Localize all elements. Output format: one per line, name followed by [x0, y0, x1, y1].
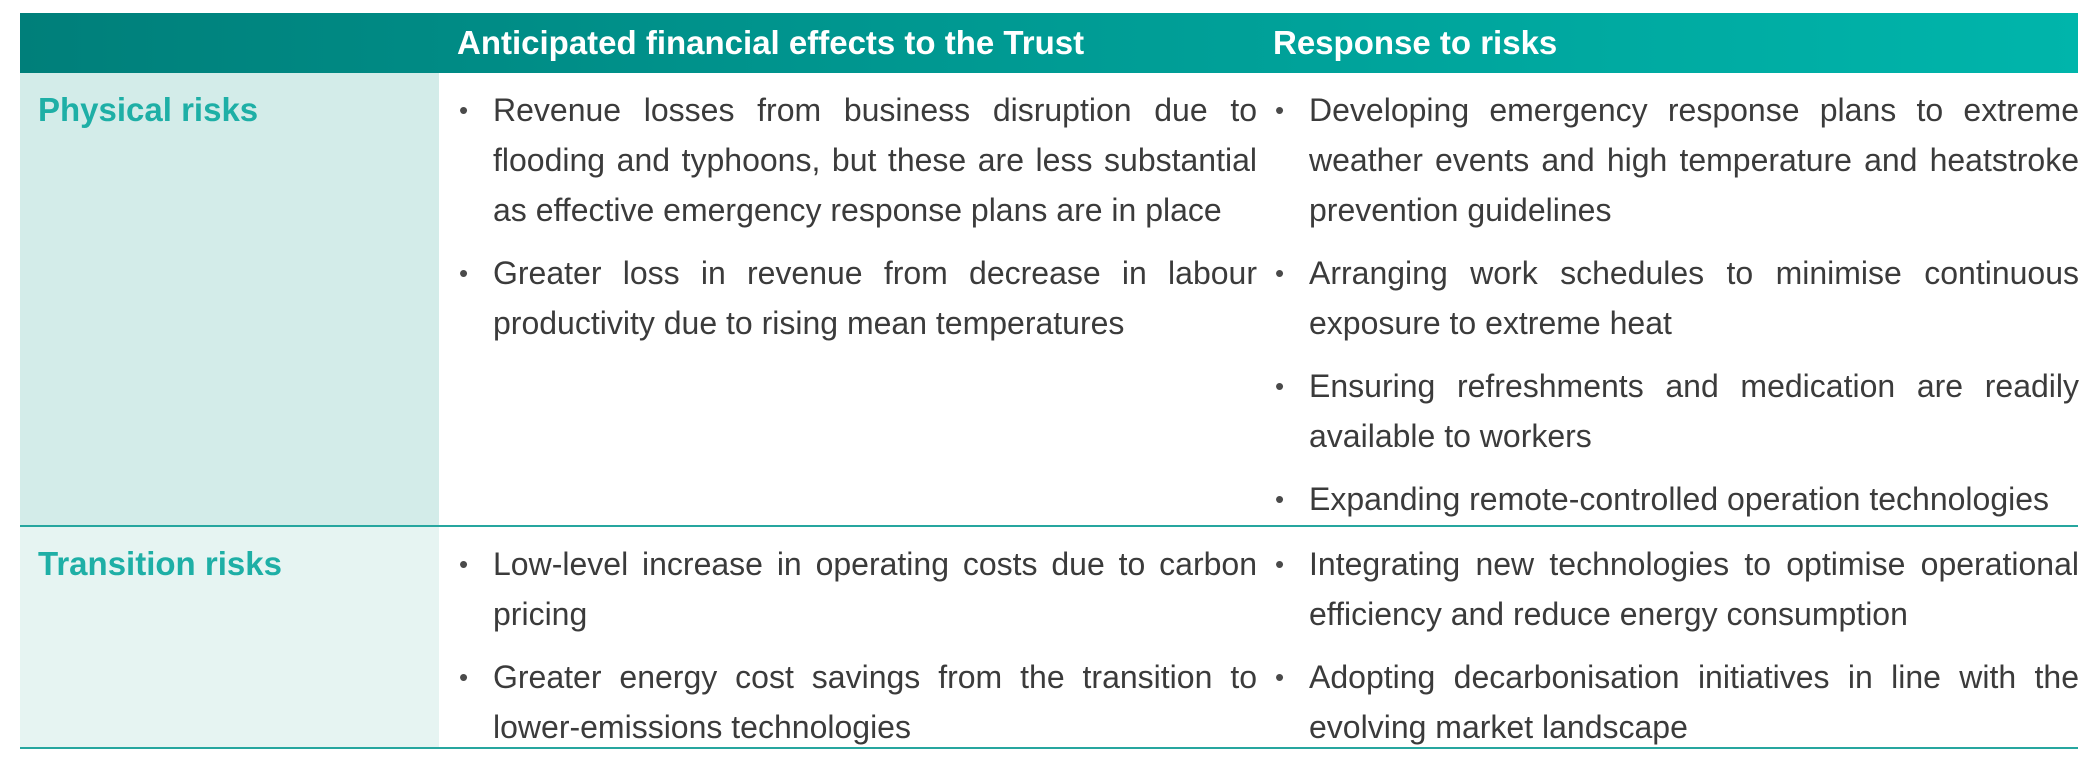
- list-item: [457, 652, 1257, 752]
- list-item: [457, 539, 1257, 639]
- list-item: [1273, 652, 2079, 752]
- bullet-icon: •: [1275, 371, 1285, 401]
- list-item-text: Adopting decarbonisation initiatives in line with the evolving market landscape: [1309, 659, 2079, 745]
- list-item-text: Expanding remote-controlled operation technologies: [1309, 481, 2050, 517]
- bullet-icon: •: [1275, 258, 1285, 288]
- bullet-icon: •: [1275, 662, 1285, 692]
- list-item: [1273, 474, 2079, 524]
- row-label-cell: [20, 527, 439, 747]
- list-item: [1273, 85, 2079, 235]
- row-label-transition-risks: Transition risks: [38, 545, 282, 582]
- bullet-icon: •: [459, 95, 469, 125]
- list-item-text: Greater energy cost savings from the transition to lower-emissions technologies: [493, 659, 1257, 745]
- list-item-text: Greater loss in revenue from decrease in labour productivity due to rising mean temperatures: [493, 255, 1257, 341]
- bullet-icon: •: [459, 549, 469, 579]
- risk-table: [20, 13, 2078, 749]
- list-item-text: Developing emergency response plans to extreme weather events and high temperature and heatstroke prevention guidelines: [1309, 92, 2079, 228]
- list-item-text: Integrating new technologies to optimise operational efficiency and reduce energy consumption: [1309, 546, 2079, 632]
- bullet-icon: •: [1275, 95, 1285, 125]
- row-transition-risks: [20, 527, 2078, 749]
- list-item: [1273, 539, 2079, 639]
- list-item: [1273, 248, 2079, 348]
- table-header: [20, 13, 2078, 73]
- list-item: [457, 85, 1257, 235]
- physical-response-list: [1273, 85, 2079, 524]
- list-item-text: Low-level increase in operating costs due to carbon pricing: [493, 546, 1257, 632]
- header-response-to-risks: Response to risks: [1273, 24, 1558, 61]
- header-financial-effects: Anticipated financial effects to the Trust: [457, 24, 1085, 61]
- row-label-physical-risks: Physical risks: [38, 91, 259, 128]
- bullet-icon: •: [1275, 549, 1285, 579]
- bullet-icon: •: [1275, 484, 1285, 514]
- list-item-text: Ensuring refreshments and medication are readily available to workers: [1309, 368, 2079, 454]
- bullet-icon: •: [459, 258, 469, 288]
- row-physical-risks: [20, 73, 2078, 527]
- transition-response-list: [1273, 539, 2079, 752]
- transition-effects-list: [457, 539, 1257, 752]
- transition-effects-cell: [457, 539, 1257, 765]
- list-item-text: Revenue losses from business disruption due to flooding and typhoons, but these are less substantial as effective emergency response plans are in place: [493, 92, 1257, 228]
- physical-response-cell: [1273, 85, 2079, 537]
- row-label-cell: [20, 73, 439, 525]
- physical-effects-cell: [457, 85, 1257, 361]
- physical-effects-list: [457, 85, 1257, 348]
- list-item-text: Arranging work schedules to minimise continuous exposure to extreme heat: [1309, 255, 2079, 341]
- list-item: [457, 248, 1257, 348]
- transition-response-cell: [1273, 539, 2079, 765]
- list-item: [1273, 361, 2079, 461]
- bullet-icon: •: [459, 662, 469, 692]
